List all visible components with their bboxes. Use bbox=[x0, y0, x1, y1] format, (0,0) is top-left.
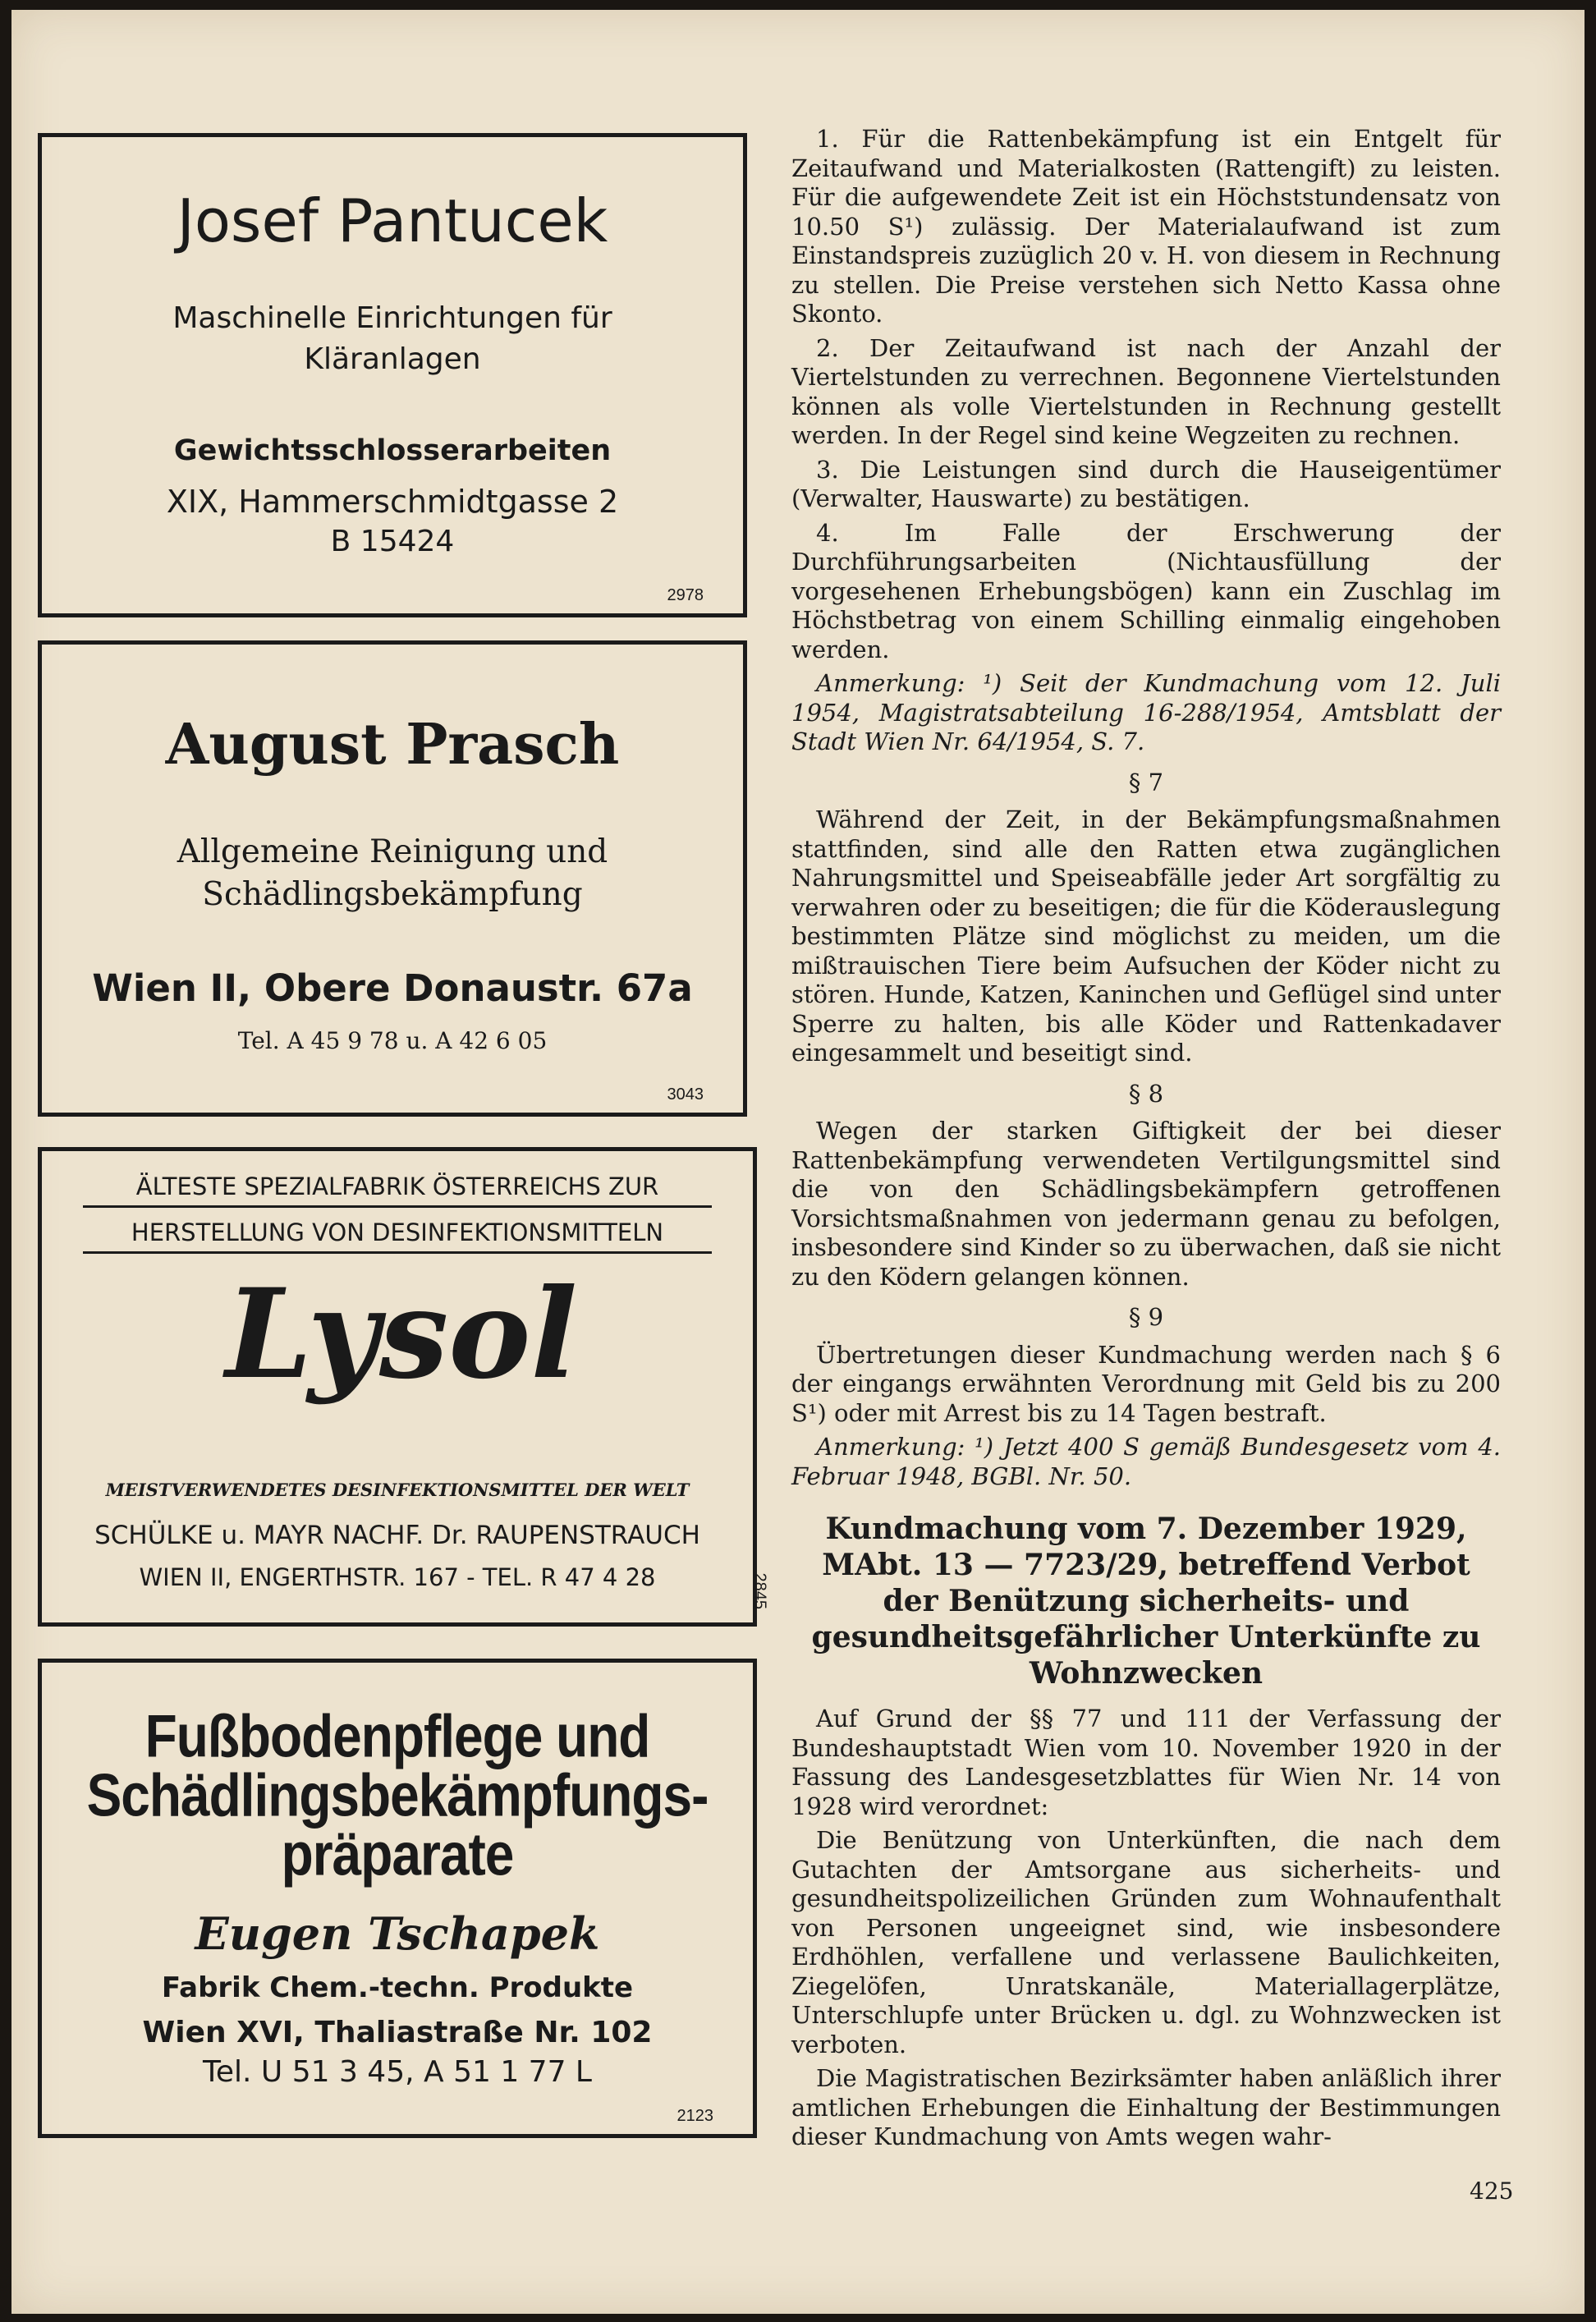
paragraph: Während der Zeit, in der Bekämpfungsmaßnahmen stattfinden, sind alle den Ratten etwa zugänglichen Nahrungsmittel und Speiseabfälle jeder Art sorgfältig zu verwahren oder zu beseitigen; die für die Köderauslegung bestimmten Plätze sind möglichst zu meiden, um die mißtrauischen Tiere beim Aufsuchen der Köder nicht zu stören. Hunde, Katzen, Kaninchen und Geflügel sind unter Sperre zu halten, bis alle Köder und Rattenkadaver eingesammelt und beseitigt sind. bbox=[791, 805, 1501, 1067]
ad-line: Schädlingsbekämpfung bbox=[202, 876, 583, 913]
section-heading: Kundmachung vom 7. Dezember 1929, MAbt. 13 — 7723/29, betreffend Verbot der Benützung sicherheits- und gesundheitsgefährlicher Unterkünfte zu Wohnzwecken bbox=[811, 1512, 1481, 1691]
ad-company-name: August Prasch bbox=[165, 712, 620, 778]
ad-header: ÄLTESTE SPEZIALFABRIK ÖSTERREICHS ZUR bbox=[83, 1172, 712, 1208]
svg-text:Lysol: Lysol bbox=[225, 1274, 578, 1407]
ad-company-name: Eugen Tschapek bbox=[195, 1907, 600, 1960]
ad-line: SCHÜLKE u. MAYR NACHF. Dr. RAUPENSTRAUCH bbox=[94, 1521, 700, 1550]
ad-code: 2845 bbox=[750, 1572, 768, 1609]
ad-code: 2978 bbox=[667, 586, 704, 604]
paragraph: 3. Die Leistungen sind durch die Hauseigentümer (Verwalter, Hauswarte) zu bestätigen. bbox=[791, 455, 1501, 512]
ad-title: Schädlingsbekämpfungs- bbox=[86, 1760, 709, 1829]
lysol-logo bbox=[42, 1274, 761, 1414]
ad-line: Maschinelle Einrichtungen für bbox=[172, 301, 612, 335]
footnote: Anmerkung: ¹) Seit der Kundmachung vom 12. Juli 1954, Magistratsabteilung 16-288/1954, Amtsblatt der Stadt Wien Nr. 64/1954, S. 7. bbox=[791, 669, 1501, 755]
text-column bbox=[791, 125, 1501, 2157]
ad-phone: Tel. A 45 9 78 u. A 42 6 05 bbox=[237, 1027, 548, 1054]
paragraph: Auf Grund der §§ 77 und 111 der Verfassung der Bundeshauptstadt Wien vom 10. November 1920 in der Fassung des Landesgesetzblattes für Wien Nr. 14 von 1928 wird verordnet: bbox=[791, 1705, 1501, 1820]
ad-title: Fußbodenpflege und bbox=[144, 1701, 650, 1770]
ad-address: Wien XVI, Thaliastraße Nr. 102 bbox=[142, 2016, 653, 2049]
ad-address: XIX, Hammerschmidtgasse 2 bbox=[166, 484, 619, 520]
footnote: Anmerkung: ¹) Jetzt 400 S gemäß Bundesgesetz vom 4. Februar 1948, BGBl. Nr. 50. bbox=[791, 1433, 1501, 1490]
paragraph: 2. Der Zeitaufwand ist nach der Anzahl der Viertelstunden zu verrechnen. Begonnene Viertelstunden können als volle Viertelstunden in Rechnung gestellt werden. In der Regel sind keine Wegzeiten zu rechnen. bbox=[791, 333, 1501, 449]
ad-tagline: MEISTVERWENDETES DESINFEKTIONSMITTEL DER WELT bbox=[105, 1480, 690, 1500]
ad-line: Kläranlagen bbox=[304, 342, 481, 376]
document-page bbox=[11, 10, 1585, 2314]
ad-code: 3043 bbox=[667, 1085, 704, 1104]
section-mark: § 7 bbox=[1128, 768, 1164, 796]
ad-code: 2123 bbox=[676, 2107, 713, 2125]
ad-lysol bbox=[38, 1147, 768, 1627]
ad-address: WIEN II, ENGERTHSTR. 167 - TEL. R 47 4 28 bbox=[139, 1563, 656, 1591]
ad-header: HERSTELLUNG VON DESINFEKTIONSMITTELN bbox=[83, 1218, 712, 1254]
page-number: 425 bbox=[1470, 2177, 1514, 2205]
ad-eugen-tschapek bbox=[38, 1659, 757, 2138]
paragraph: Die Magistratischen Bezirksämter haben anläßlich ihrer amtlichen Erhebungen die Einhaltung der Bestimmungen dieser Kundmachung von Amts wegen wahr- bbox=[791, 2064, 1501, 2150]
paragraph: 4. Im Falle der Erschwerung der Durchführungsarbeiten (Nichtausfüllung der vorgesehenen Erhebungsbögen) kann ein Zuschlag im Höchstbetrag von einem Schilling einmalig eingehoben werden. bbox=[791, 518, 1501, 663]
ad-line: Gewichtsschlosserarbeiten bbox=[173, 434, 612, 467]
ad-line: Allgemeine Reinigung und bbox=[177, 833, 608, 870]
paragraph: 1. Für die Rattenbekämpfung ist ein Entgelt für Zeitaufwand und Materialkosten (Rattengift) zu leisten. Für die aufgewendete Zeit ist ein Höchststundensatz von 10.50 S¹) zulässig. Der Materialaufwand ist zum Einstandspreis zuzüglich 20 v. H. von diesem in Rechnung zu stellen. Die Preise verstehen sich Netto Kassa ohne Skonto. bbox=[791, 125, 1501, 328]
section-mark: § 8 bbox=[1128, 1079, 1164, 1108]
ad-august-prasch bbox=[38, 640, 747, 1117]
ad-title: präparate bbox=[281, 1820, 514, 1888]
section-mark: § 9 bbox=[1128, 1303, 1164, 1331]
paragraph: Übertretungen dieser Kundmachung werden nach § 6 der eingangs erwähnten Verordnung mit Geld bis zu 200 S¹) oder mit Arrest bis zu 14 Tagen bestraft. bbox=[791, 1340, 1501, 1427]
ad-josef-pantucek bbox=[38, 133, 747, 617]
ad-address: Wien II, Obere Donaustr. 67a bbox=[92, 966, 693, 1010]
ad-phone: Tel. U 51 3 45, A 51 1 77 L bbox=[203, 2055, 592, 2089]
paragraph: Wegen der starken Giftigkeit der bei dieser Rattenbekämpfung verwendeten Vertilgungsmittel sind die von den Schädlingsbekämpfern getroffenen Vorsichtsmaßnahmen von jedermann genau zu befolgen, insbesondere sind Kinder so zu überwachen, daß sie nicht zu den Ködern gelangen können. bbox=[791, 1117, 1501, 1291]
ad-phone: B 15424 bbox=[330, 525, 455, 558]
paragraph: Die Benützung von Unterkünften, die nach dem Gutachten der Amtsorgane aus sicherheits- und gesundheitspolizeilichen Gründen zum Wohnaufenthalt von Personen ungeeignet sind, wie insbesondere Erdhöhlen, verfallene und verlassene Baulichkeiten, Ziegelöfen, Unratskanäle, Materiallagerplätze, Unterschlupfe unter Brücken u. dgl. zu Wohnzwecken ist verboten. bbox=[791, 1826, 1501, 2058]
ad-line: Fabrik Chem.-techn. Produkte bbox=[161, 1971, 634, 2004]
ad-company-name: Josef Pantucek bbox=[177, 186, 608, 255]
